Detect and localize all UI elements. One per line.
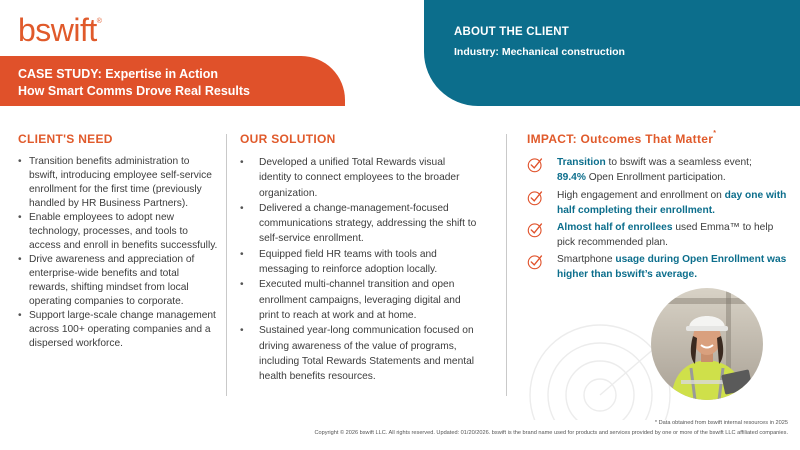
impact-highlight: Transition — [557, 157, 606, 168]
impact-heading-asterisk: * — [713, 130, 717, 137]
about-client-title: ABOUT THE CLIENT — [454, 26, 569, 38]
copyright-notice: Copyright © 2026 bswift LLC. All rights reserved. Updated: 01/20/2026. bswift is the brand name used for products and services provided by one or more of the bswift LLC affiliated companies. — [314, 430, 788, 436]
list-item: • Executed multi-channel transition and open enrollment campaigns, leveraging digital and print to reach at work and at home. — [240, 277, 480, 323]
list-item: • Developed a unified Total Rewards visual identity to connect employees to the broader organization. — [240, 155, 480, 201]
check-circle-icon — [527, 221, 544, 238]
impact-heading — [527, 132, 787, 146]
list-item: • Transition benefits administration to bswift, introducing employee self-service enrollment for the first time (previously handled by HR Business Partners). — [18, 155, 218, 211]
bswift-logo — [18, 12, 128, 48]
list-item: • Support large-scale change management across 100+ operating companies and a dispersed workforce. — [18, 309, 218, 351]
impact-text: used Emma™ to help pick recommended plan. — [557, 222, 774, 248]
column-divider — [226, 134, 227, 396]
list-item: • Drive awareness and appreciation of enterprise-wide benefits and total rewards, shifting mindset from local operating companies to corporate. — [18, 253, 218, 309]
clients-need-section — [18, 132, 218, 351]
about-client-panel — [424, 0, 800, 106]
impact-text: Open Enrollment participation. — [585, 172, 726, 183]
impact-item — [527, 252, 787, 282]
impact-text: High engagement and enrollment on — [557, 190, 725, 201]
logo-text: bswift — [18, 12, 97, 48]
impact-item — [527, 188, 787, 218]
case-study-title: CASE STUDY: Expertise in Action — [18, 67, 219, 81]
our-solution-heading: OUR SOLUTION — [240, 132, 336, 146]
client-industry: Industry: Mechanical construction — [454, 46, 625, 58]
case-study-banner — [0, 56, 345, 106]
clients-need-list — [18, 155, 218, 351]
check-circle-icon — [527, 189, 544, 206]
data-footnote: * Data obtained from bswift internal resources in 2025 — [654, 420, 788, 426]
check-circle-icon — [527, 253, 544, 270]
check-circle-icon — [527, 156, 544, 173]
column-divider — [506, 134, 507, 396]
list-item: • Enable employees to adopt new technology, processes, and tools to access and enroll in benefits successfully. — [18, 211, 218, 253]
list-item: • Delivered a change-management-focused communications strategy, addressing the shift to self-service enrollment. — [240, 201, 480, 247]
clients-need-heading: CLIENT'S NEED — [18, 132, 113, 146]
case-study-subtitle: How Smart Comms Drove Real Results — [18, 84, 251, 98]
logo-registered-mark: ® — [96, 18, 102, 25]
impact-text: to bswift was a seamless event; — [605, 157, 752, 168]
worker-illustration — [651, 288, 763, 400]
impact-item — [527, 155, 787, 185]
impact-highlight: Almost half of enrollees — [557, 222, 673, 233]
impact-heading-text: IMPACT: Outcomes That Matter — [527, 132, 714, 146]
impact-highlight: 89.4% — [557, 172, 586, 183]
construction-worker-photo — [651, 288, 763, 400]
our-solution-section — [240, 132, 480, 384]
impact-text: Smartphone — [557, 254, 616, 265]
impact-highlight: usage during Open Enrollment was higher than bswift’s average. — [557, 254, 787, 280]
impact-item — [527, 220, 787, 250]
list-item: • Equipped field HR teams with tools and messaging to reinforce adoption locally. — [240, 247, 480, 278]
list-item: • Sustained year-long communication focused on driving awareness of the value of programs, including Total Rewards Statements and mental health benefits resources. — [240, 323, 480, 384]
our-solution-list — [240, 155, 480, 384]
impact-highlight: day one with half completing their enrollment. — [557, 190, 787, 216]
impact-section — [527, 132, 787, 282]
